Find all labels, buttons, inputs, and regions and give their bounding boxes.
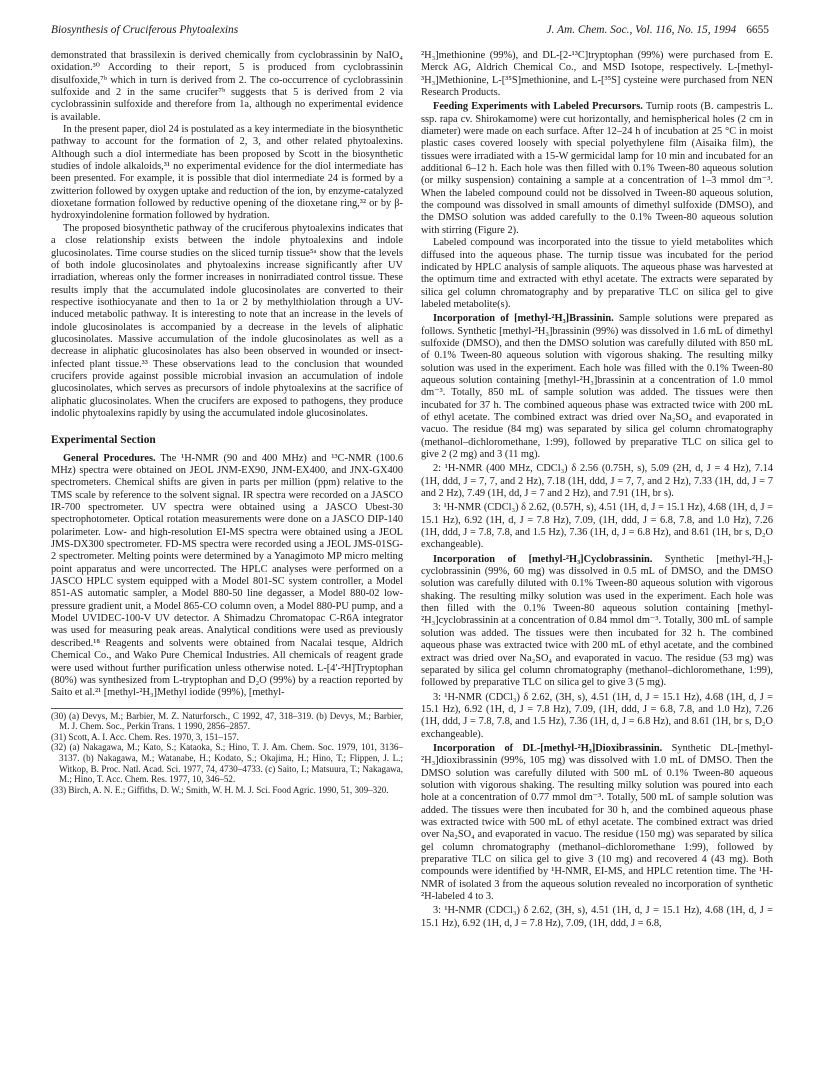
- nmr-data-paragraph: 3: ¹H-NMR (CDCl₃) δ 2.62, (3H, s), 4.51 (1H, d, J = 15.1 Hz), 4.68 (1H, d, J = 15.1 Hz), 6.92 (1H, d, J = 7.8 Hz), 7.09, (1H, ddd, J = 6.8, 7.8, and 1.0 Hz), 7.26 (1H, ddd, J = 7.8, 7.8, and 1.5 Hz), 7.36 (1H, d, J = 6.8 Hz), and 8.61 (1H, br s, D₂O exchangeable).: [421, 691, 773, 740]
- run-in-heading: Incorporation of [methyl-²H₃]Brassinin.: [433, 313, 614, 325]
- journal-citation: [546, 24, 769, 36]
- run-in-heading: General Procedures.: [63, 452, 156, 464]
- reference-item: (32) (a) Nakagawa, M.; Kato, S.; Kataoka, S.; Hino, T. J. Am. Chem. Soc. 1979, 101, 3136–3137. (b) Nakagawa, M.; Watanabe, H.; Kodato, S.; Okajima, H.; Hino, T.; Flippen, J. L.; Witkop, B. Proc. Natl. Acad. Sci. 1977, 74, 4730–4733. (c) Saito, I.; Matsuura, T.; Nakagawa, M.; Hino, T. Acc. Chem. Res. 1977, 10, 346–52.: [51, 742, 403, 785]
- nmr-data-paragraph: 2: ¹H-NMR (400 MHz, CDCl₃) δ 2.56 (0.75H, s), 5.09 (2H, d, J = 4 Hz), 7.14 (1H, ddd, J = 7, 7, and 2 Hz), 7.18 (1H, ddd, J = 7, 7, and 2 Hz), 7.33 (1H, dd, J = 7 and 2 Hz), 7.49 (1H, dd, J = 7 and 2 Hz), and 7.91 (1H, br s).: [421, 463, 773, 500]
- paragraph-text: Synthetic [methyl-²H₃]-cyclobrassinin (99%, 60 mg) was dissolved in 0.5 mL of DMSO, and the DMSO solution was carefully diluted with 0.1% Tween-80 aqueous solution with vigorous shaking. The resulting milky solution was used in the experiment. Each hole was then filled with the 0.1% Tween-80 aqueous solution containing [methyl-²H₃]cyclobrassinin at a concentration of 0.84 mmol dm⁻³. Totally, 300 mL of sample solution was added. The tissues were then incubated for 32 h. The combined aqueous phase was extracted twice with 200 mL of ethyl acetate, and the combined extract was dried over Na₂SO₄ and evaporated in vacuo. The residue (53 mg) was separated by silica gel column chromatography (methanol–dichloromethane, 1:99), followed by preparative TLC on silica gel to give 3 (5 mg).: [421, 553, 773, 689]
- paragraph-text: The ¹H-NMR (90 and 400 MHz) and ¹³C-NMR (100.6 MHz) spectra were obtained on JEOL JNM-EX90, JNM-EX400, and JNX-GX400 spectrometers. Chemical shifts are given in parts per million (ppm) relative to the TMS scale by reference to the solvent signal. IR spectra were recorded on a JASCO IR-700 spectrometer. UV spectra were obtained using a JASCO Ubest-30 spectrophotometer. Optical rotation measurements were done on a JASCO DIP-140 polarimeter. Low- and high-resolution EI-MS spectra were obtained using a JEOL JMS-DX300 spectrometer. FD-MS spectra were recorded using a JEOL JMS-01SG-2 spectrometer. Melting points were determined by a Yanagimoto MP micro melting point apparatus and were uncorrected. The HPLC analyses were performed on a JASCO HPLC system equipped with a Model 801-SC system controller, a Model 851-AS automatic sampler, a Model 880-50 line degasser, a Model 880-02 low-pressure gradient unit, a Model 865-CO column oven, a Model 880-PU pump, and a Model UVIDEC-100-V UV detector. A Shimadzu Chromatopac C-R6A integrator was used for measuring peak areas. Analytical conditions were used as previously described.¹⁸ Reagents and solvents were obtained from Nacalai tesque, Aldrich Chemical Co., and Wako Pure Chemical Industries. All chemicals of reagent grade were used without further purification unless otherwise noted. L-[4′-²H]Tryptophan (80%) was synthesized from L-tryptophan and D₂O (99%) by a reaction reported by Saito et al.²¹ [methyl-²H₃]Methyl iodide (99%), [methyl-: [51, 452, 403, 699]
- run-in-heading: Incorporation of DL-[methyl-²H₃]Dioxibrassinin.: [433, 742, 663, 754]
- reference-item: (30) (a) Devys, M.; Barbier, M. Z. Naturforsch., C 1992, 47, 318–319. (b) Devys, M.; Barbier, M. J. Chem. Soc., Perkin Trans. 1 1990, 2856–2857.: [51, 710, 403, 732]
- dioxibrassinin-paragraph: [421, 743, 773, 903]
- run-in-heading: Incorporation of [methyl-²H₃]Cyclobrassinin.: [433, 553, 653, 565]
- journal-name: J. Am. Chem. Soc., Vol. 116, No. 15, 1994: [546, 24, 737, 36]
- feeding-experiments-paragraph: [421, 101, 773, 237]
- paragraph-text: Synthetic DL-[methyl-²H₃]dioxibrassinin (99%, 105 mg) was dissolved with 1.0 mL of DMSO. Then the DMSO solution was carefully diluted with 500 mL of 0.1% Tween-80 aqueous solution with vigorous shaking. The resulting milky solution was poured into each hole at a concentration of 0.77 mmol dm⁻³. Totally, 500 mL of sample solution was added. The tissues were then incubated for 30 h, and the combined aqueous phase was extracted twice with 500 mL of ethyl acetate. The combined extract was dried over Na₂SO₄ and evaporated in vacuo. The residue (150 mg) was separated by silica gel column chromatography (methanol–dichloromethane 1:99), followed by preparative TLC on silica gel to give 3 (10 mg) and recovered 4 (43 mg). Both compounds were identified by ¹H-NMR, EI-MS, and HPLC retention time. The ¹H-NMR of isolated 3 from the aqueous solution revealed no incorporation of synthetic ²H-labeled 4 to 3.: [421, 742, 773, 903]
- section-heading: Experimental Section: [51, 434, 156, 447]
- reference-item: (33) Birch, A. N. E.; Giffiths, D. W.; Smith, W. H. M. J. Sci. Food Agric. 1990, 51, 309–320.: [51, 784, 389, 795]
- body-paragraph: In the present paper, diol 24 is postulated as a key intermediate in the biosynthetic pathway to account for the formation of 2, 3, and other related phytoalexins. Although such a diol intermediate has been proposed by Scott in the biosynthetic studies of indole alkaloids,³¹ no experimental evidence for the diol intermediate has been presented. For example, it is possible that diol intermediate 24 is formed by a zwitterion followed by oxygen uptake and reduction of the ion, by enzyme-catalyzed dioxetane formation followed by reductive opening of the dioxetane ring,³² or by β-hydroxyindolenine formation followed by hydration.: [51, 124, 403, 222]
- footnote-rule: [51, 708, 403, 709]
- body-paragraph: demonstrated that brassilexin is derived chemically from cyclobrassinin by NaIO₄ oxidation.³⁰ According to their report, 5 is produced from cyclobrassinin disulfoxide,⁷ᵇ which in turn is derived from 2. The co-occurrence of cyclobrassinin sulfoxide and 2 in the same crucifer⁷ᵇ suggests that 5 is derived from 2 via cyclobrassinin sulfoxide and therefore from 1a, although no experimental evidence is available.: [51, 50, 403, 123]
- nmr-data-paragraph: 3: ¹H-NMR (CDCl₃) δ 2.62, (3H, s), 4.51 (1H, d, J = 15.1 Hz), 4.68 (1H, d, J = 15.1 Hz), 6.92 (1H, d, J = 7.8 Hz), 7.09, (1H, ddd, J = 6.8,: [421, 905, 773, 929]
- nmr-data-paragraph: 3: ¹H-NMR (CDCl₃) δ 2.62, (0.57H, s), 4.51 (1H, d, J = 15.1 Hz), 4.68 (1H, d, J = 15.1 Hz), 6.92 (1H, d, J = 7.8 Hz), 7.09, (1H, ddd, J = 6.8, 7.8, and 1.0 Hz), 7.26 (1H, ddd, J = 7.8, 7.8, and 1.5 Hz), 7.36 (1H, d, J = 6.8 Hz), and 8.61 (1H, br s, D₂O exchangeable).: [421, 502, 773, 551]
- body-paragraph: The proposed biosynthetic pathway of the cruciferous phytoalexins indicates that a close relationship exists between the indole phytoalexins and indole glucosinolates. Time course studies on the sliced turnip tissue⁵ᵃ show that the levels of both indole glucosinolates and phytoalexins increase significantly after UV irradiation, whereas only the former increases in nonirradiated control tissue. These results imply that the accumulated indole glucosinolates are converted to their respective isothiocyanate and then to 1a or 2 by methylthiolation through a UV-induced metabolic pathway. It is interesting to note that an increase in the levels of indole glucosinolates is accompanied by a decrease in the levels of aliphatic glucosinolates. Massive accumulation of the indole glucosinolates as well as a decrease in aliphatic glucosinolates has also been observed in wounded or insect-infected plant tissue.³³ These observations lead to the conclusion that wounded crucifers provide against possible microbial invasion an accumulation of indole glucosinolates, which serves as precursors of indole phytoalexins at the sacrifice of aliphatic glucosinolates. When the crucifers are exposed to pathogens, they produce indolic phytoalexins rapidly by using the accumulated indole glucosinolates.: [51, 222, 403, 419]
- general-procedures-paragraph: [51, 453, 403, 700]
- body-paragraph: Labeled compound was incorporated into the tissue to yield metabolites which diffused into the aqueous phase. The turnip tissue was incubated for the period indicated by HPLC analysis of sample aliquots. The aqueous phase was harvested at the optimum time and extracted with ethyl acetate. The extracts were separated by silica gel column chromatography and by preparative TLC on silica gel to give labeled metabolite(s).: [421, 237, 773, 310]
- reference-item: (31) Scott, A. I. Acc. Chem. Res. 1970, 3, 151–157.: [51, 731, 239, 742]
- paragraph-text: Sample solutions were prepared as follows. Synthetic [methyl-²H₃]brassinin (99%) was dissolved in 1.6 mL of dimethyl sulfoxide (DMSO), and then the DMSO solution was carefully diluted with 850 mL of 0.1% Tween-80 aqueous solution with vigorous shaking. The resulting milky solution was used in the experiment. Each hole was filled with the 0.1% Tween-80 aqueous solution containing [methyl-²H₃]brassinin at a concentration of 1.0 mmol dm⁻³. Totally, 850 mL of sample solution was added. The tissues were then incubated for 37 h. The combined aqueous phase was extracted twice with 200 mL of ethyl acetate. The combined extract was dried over Na₂SO₄ and evaporated in vacuo. The residue (84 mg) was separated by silica gel column chromatography (methanol–dichloromethane, 1:99), followed by preparative TLC on silica gel to give 2 (2 mg) and 3 (11 mg).: [421, 313, 774, 460]
- page-number: 6655: [746, 24, 769, 36]
- paragraph-text: Turnip roots (B. campestris L. ssp. rapa cv. Shirokamome) were cut horizontally, and hemispherical holes (2 cm in diameter) were made on each surface. After 12–24 h of incubation at 25 °C in moist plastic cases covered loosely with special polyethylene film (Aisaika film), the tissues were irradiated with a 15-W germicidal lamp for 10 min and incubated for an additional 6–12 h. Each hole was then filled with 0.1% Tween-80 aqueous solution (or milky suspension) containing a sample at a concentration of 1–3 mmol dm⁻³. When the labeled compound could not be dissolved in Tween-80 aqueous solution, the compound was dissolved in small amounts of dimethyl sulfoxide (DMSO), and the DMSO solution was added carefully to the 0.1% Tween-80 aqueous solution with stirring (Figure 2).: [421, 101, 773, 236]
- brassinin-paragraph: [421, 313, 773, 461]
- left-column: [51, 50, 403, 795]
- cyclobrassinin-paragraph: [421, 554, 773, 690]
- right-column: [421, 50, 773, 930]
- running-header: [51, 24, 769, 40]
- footnote-references: [51, 708, 403, 796]
- body-paragraph: ²H₃]methionine (99%), and DL-[2-¹³C]tryptophan (99%) were purchased from E. Merck AG, Aldrich Chemical Co., and MSD Isotope, respectively. L-[methyl-³H₃]Methionine, L-[³⁵S]methionine, and L-[³⁵S] cysteine were purchased from NEN Research Products.: [421, 50, 773, 99]
- run-in-heading: Feeding Experiments with Labeled Precursors.: [433, 101, 643, 113]
- running-title: Biosynthesis of Cruciferous Phytoalexins: [51, 24, 239, 36]
